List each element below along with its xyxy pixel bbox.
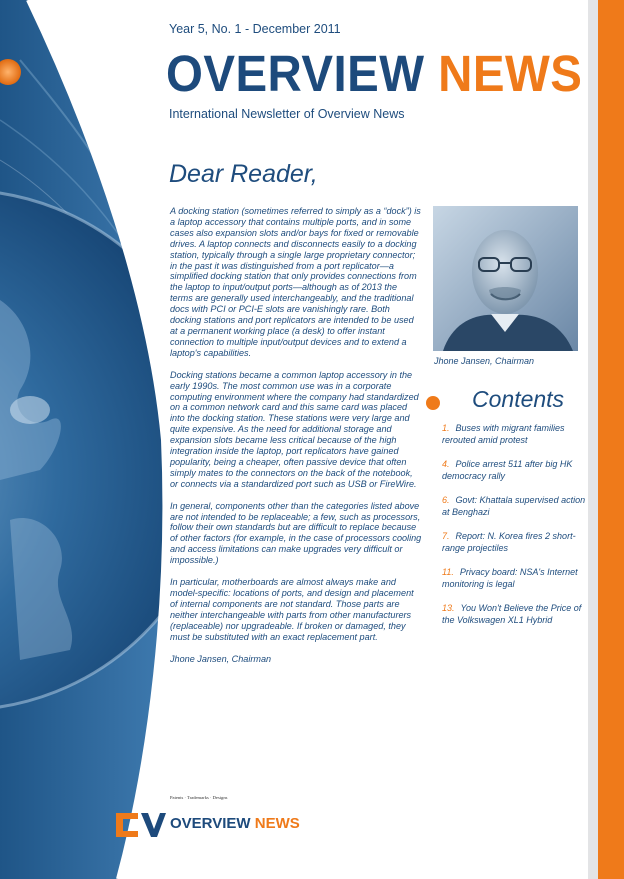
issue-info: Year 5, No. 1 - December 2011 xyxy=(169,22,341,36)
contents-item-number: 1. xyxy=(442,423,450,433)
contents-item-number: 4. xyxy=(442,459,450,469)
letter-paragraph: In particular, motherboards are almost always make and model-specific: locations of ports, and design and placement of internal components are not standard. Those parts are neither interchangeable with parts from other manufacturers (replaceable) nor upgradeable. If broken or damaged, they must be substituted with an exact replacement part. xyxy=(170,577,414,642)
contents-item-text: Privacy board: NSA's Internet monitoring is legal xyxy=(442,567,578,589)
contents-title: Contents xyxy=(472,386,565,412)
contents-item-number: 6. xyxy=(442,495,450,505)
letter-signature: Jhone Jansen, Chairman xyxy=(170,653,272,664)
chairman-photo xyxy=(433,206,578,351)
photo-caption: Jhone Jansen, Chairman xyxy=(434,356,535,366)
contents-item-text: You Won't Believe the Price of the Volkswagen XL1 Hybrid xyxy=(442,603,582,625)
contents-item-text: Govt: Khattala supervised action at Benghazi xyxy=(442,495,586,517)
contents-list xyxy=(442,423,592,639)
letter-paragraph: In general, components other than the categories listed above are not intended to be replaceable; a few, such as processors, follow their own standards but are difficult to replace because of other factors (for example, in the case of processors cooling and access limitations can make upgrades very difficult or impossible.) xyxy=(170,500,422,566)
contents-item-text: Report: N. Korea fires 2 short-range projectiles xyxy=(442,531,576,553)
masthead-subtitle: International Newsletter of Overview News xyxy=(169,107,405,121)
footer-tagline: Patents · Trademarks · Designs xyxy=(170,795,228,800)
contents-item-text: Police arrest 511 after big HK democracy rally xyxy=(442,459,573,481)
contents-item[interactable] xyxy=(442,567,592,590)
contents-item-number: 13. xyxy=(442,603,455,613)
letter-body xyxy=(170,206,422,675)
footer-logo-word-news: NEWS xyxy=(254,815,300,832)
contents-item[interactable] xyxy=(442,423,592,446)
contents-item[interactable] xyxy=(442,531,592,554)
contents-item[interactable] xyxy=(442,459,592,482)
letter-salutation: Dear Reader, xyxy=(169,160,318,188)
contents-item-number: 11. xyxy=(442,567,454,577)
globe-artwork xyxy=(0,0,170,879)
masthead-word-news: NEWS xyxy=(438,45,583,102)
masthead-title xyxy=(166,44,582,103)
masthead-word-overview: OVERVIEW xyxy=(166,45,425,102)
footer-logo-text xyxy=(170,815,300,832)
contents-bullet-icon xyxy=(426,396,440,410)
letter-paragraph: A docking station (sometimes referred to simply as a “dock”) is a laptop accessory that contains multiple ports, and in some cases also expansion slots and/or bays for fixed or removable drives. A laptop connects and disconnects easily to a docking station, typically through a single large proprietary connector; in the past it was distinguished from a port replicator—a simplified docking station that only provides connections from the laptop to input/output ports—although as of 2013 the terms are generally used interchangeably, and the traditional docs with PCI or PCI-E slots are vanishingly rare. Both docking stations and port replicators are intended to be used at a permanent working place (a desk) to offer instant connection to multiple input/output devices and to extend a laptop's capabilities. xyxy=(170,206,421,358)
contents-item-text: Buses with migrant families rerouted amid protest xyxy=(442,423,565,445)
contents-item[interactable] xyxy=(442,603,592,626)
contents-item[interactable] xyxy=(442,495,592,518)
letter-paragraph: Docking stations became a common laptop accessory in the early 1990s. The most common use was in a corporate computing environment where the company had standardized on a common network card and this same card was placed into the docking station. These stations were very large and quite expensive. As the need for additional storage and expansion slots became less critical because of the high integration inside the laptop, port replicators have gained popularity, being a cheaper, often passive device that often simply mates to the connectors on the back of the notebook, or connects via a standardized port such as USB or FireWire. xyxy=(170,369,419,489)
right-accent-orange xyxy=(598,0,624,879)
contents-item-number: 7. xyxy=(442,531,450,541)
footer-logo-word-overview: OVERVIEW xyxy=(170,815,251,832)
overview-logo-icon xyxy=(114,809,166,839)
